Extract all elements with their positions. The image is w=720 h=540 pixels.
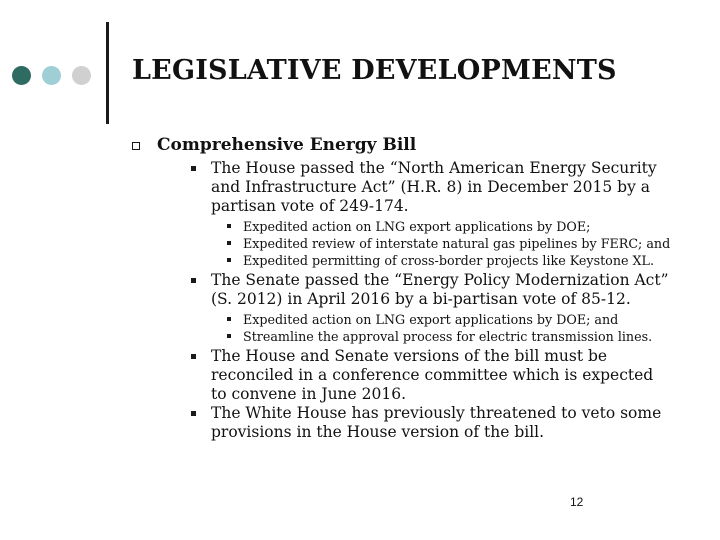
list-item-senate-passed	[157, 271, 672, 309]
decorative-dots	[12, 66, 97, 86]
sublist-item	[157, 252, 672, 269]
sublist-item	[157, 235, 672, 252]
dot-dark	[12, 66, 31, 85]
section-heading: Comprehensive Energy Bill	[157, 135, 417, 155]
sublist-item-text: Expedited action on LNG export applications by DOE;	[243, 219, 591, 234]
square-bullet-icon	[227, 317, 231, 321]
square-bullet-icon	[191, 354, 196, 359]
slide-title: LEGISLATIVE DEVELOPMENTS	[132, 55, 617, 86]
list-item-house-passed	[157, 159, 672, 216]
list-item-text: The White House has previously threatened to veto some provisions in the House version of the bill.	[211, 404, 662, 441]
list-item-conference-committee	[157, 347, 672, 404]
sublist-house	[157, 218, 672, 269]
hollow-square-icon	[132, 142, 140, 150]
sublist-senate	[157, 311, 672, 345]
square-bullet-icon	[191, 411, 196, 416]
slide-content	[132, 135, 672, 442]
dot-gray	[72, 66, 91, 85]
square-bullet-icon	[227, 334, 231, 338]
sublist-item-text: Expedited review of interstate natural gas pipelines by FERC; and	[243, 236, 671, 251]
list-item-text: The House and Senate versions of the bill must be reconciled in a conference committee which is expected to convene in June 2016.	[211, 347, 654, 403]
sublist-item-text: Expedited permitting of cross-border projects like Keystone XL.	[243, 253, 655, 268]
sublist-item	[157, 328, 672, 345]
square-bullet-icon	[191, 278, 196, 283]
dot-light-teal	[42, 66, 61, 85]
list-item-text: The House passed the “North American Energy Security and Infrastructure Act” (H.R. 8) in December 2015 by a partisan vote of 249-174.	[211, 159, 657, 215]
sublist-item	[157, 218, 672, 235]
list-item-text: The Senate passed the “Energy Policy Modernization Act” (S. 2012) in April 2016 by a bi-partisan vote of 85-12.	[211, 271, 669, 308]
sublist-item-text: Streamline the approval process for electric transmission lines.	[243, 329, 653, 344]
square-bullet-icon	[227, 258, 231, 262]
square-bullet-icon	[227, 224, 231, 228]
vertical-divider	[106, 22, 109, 124]
page-number: 12	[570, 495, 584, 509]
square-bullet-icon	[227, 241, 231, 245]
section-comprehensive-energy-bill	[132, 135, 672, 442]
sublist-item-text: Expedited action on LNG export applications by DOE; and	[243, 312, 619, 327]
sublist-item	[157, 311, 672, 328]
square-bullet-icon	[191, 166, 196, 171]
list-item-white-house-veto	[157, 404, 672, 442]
